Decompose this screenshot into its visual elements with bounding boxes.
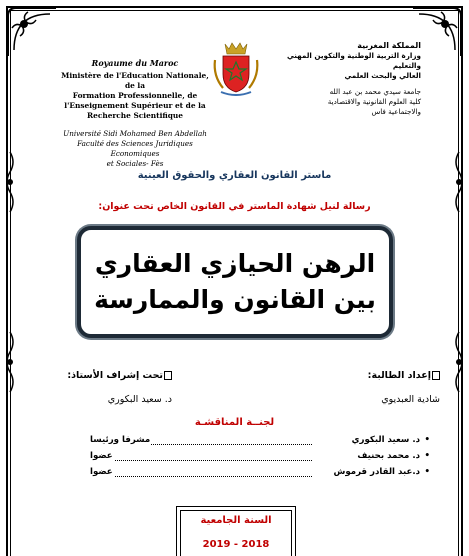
checkbox-icon (432, 371, 440, 380)
committee-member (90, 451, 430, 465)
academic-year-value: 2019 - 2018 (202, 539, 270, 550)
member-name: د. سعيد البكوري (351, 435, 420, 445)
ministry-name-ar: وزارة التربية الوطنية والتكوين المهني والتعليم العالي والبحث العلمي (286, 51, 421, 80)
kingdom-name-ar: المملكة المغربية (357, 41, 421, 50)
bullet-icon: • (424, 451, 430, 461)
thesis-title-box (77, 226, 393, 338)
corner-ornament-icon (6, 6, 58, 58)
side-ornament-icon (3, 330, 17, 394)
ministry-name-fr: Ministère de l'Education Nationale, de la Formation Professionnelle, de l'Enseignement Supérieur et de la Recherche Scientifique (61, 71, 209, 120)
checkbox-icon (164, 371, 172, 380)
student-name: شادية العبديوي (381, 394, 440, 405)
committee-member (90, 467, 430, 481)
prepared-by-label: إعداد الطالبة: (330, 370, 440, 381)
university-name-fr: Université Sidi Mohamed Ben Abdellah Faculté des Sciences Juridiques Economiques et Sociales- Fès (63, 129, 207, 168)
master-program: ماستر القانون العقاري والحقوق العينية (137, 170, 332, 181)
thesis-title-line-2: بين القانون والممارسة (94, 285, 376, 314)
royal-emblem-icon (211, 40, 261, 96)
member-role: مشرفا ورئيسا (90, 435, 151, 445)
supervisor-name: د. سعيد البكوري (107, 394, 172, 405)
university-name-ar: جامعة سيدي محمد بن عبد الله كلية العلوم القانونية والاقتصادية والاجتماعية فاس (327, 87, 421, 116)
side-ornament-icon (452, 330, 466, 394)
member-role: عضوا (90, 467, 113, 477)
header-arabic (261, 40, 421, 117)
dotted-leader (90, 467, 312, 477)
supervisor-label: تحت إشراف الأستاذ: (62, 370, 172, 381)
thesis-subtitle: رسالة لنيل شهادة الماستر في القانون الخاص تحت عنوان: (98, 201, 371, 212)
header-french (60, 58, 210, 169)
member-name: د.عبد القادر قرموش (333, 467, 420, 477)
bullet-icon: • (424, 435, 430, 445)
kingdom-name-fr: Royaume du Maroc (91, 58, 179, 68)
member-name: د. محمد بحنيف (357, 451, 420, 461)
dotted-leader (90, 451, 312, 461)
member-role: عضوا (90, 451, 113, 461)
committee-member (90, 435, 430, 449)
academic-year-box (176, 506, 296, 556)
bullet-icon: • (424, 467, 430, 477)
thesis-title-line-1: الرهن الحيازي العقاري (94, 249, 376, 278)
academic-year-label: السنة الجامعية (200, 515, 272, 526)
committee-title: لجنــة المناقشـة (194, 417, 275, 428)
